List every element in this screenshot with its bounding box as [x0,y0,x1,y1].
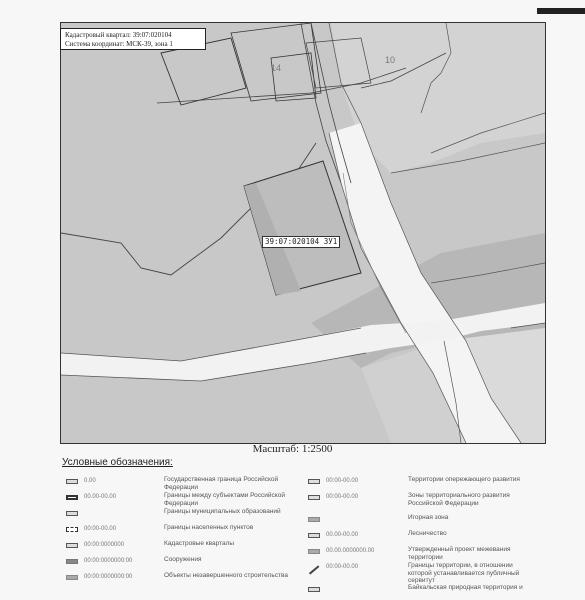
legend-symbol [66,559,78,564]
legend-symbol [308,495,320,500]
legend-symbol [66,575,78,580]
legend-symbol [308,517,320,522]
legend-item: Границы муниципальных образований [60,508,302,524]
legend-symbol [308,533,320,538]
legend [60,476,544,600]
map-scale: Масштаб: 1:2500 [252,443,333,455]
legend-symbol [66,495,78,500]
parcel-number-14: 14 [271,63,282,73]
legend-column-left [60,476,302,594]
legend-symbol [66,511,78,516]
legend-symbol [308,587,320,592]
legend-title: Условные обозначения: [62,457,173,468]
legend-item: 00:00-00.00 Зоны территориального развития Российской Федерации [302,492,544,514]
legend-item: Байкальская природная территория и [302,584,544,600]
legend-item: 00:00:0000000:00 Объекты незавершенного строительства [60,572,302,594]
coordinate-system-text: Система координат: МСК-39, зона 1 [65,40,173,48]
map-info-box [60,28,206,50]
legend-item: 00:00-00.00 Границы населенных пунктов [60,524,302,540]
scan-edge-mark [537,8,585,14]
legend-item: 00:00:0000000:00 Сооружения [60,556,302,572]
legend-item: 00:00:0000000 Кадастровые кварталы [60,540,302,556]
legend-symbol [66,543,78,548]
legend-symbol [308,565,318,573]
legend-symbol [308,479,320,484]
cadastral-map [60,22,546,444]
map-drawing [61,23,545,443]
legend-item: 00:00-00.00 Границы территории, в отношении которой устанавливается публичный сервитут [302,562,544,584]
legend-item: 00.00-00.00 Лесничество [302,530,544,546]
legend-item: 0.00 Государственная граница Российской Федерации [60,476,302,492]
legend-column-right [302,476,544,600]
legend-symbol [66,479,78,484]
legend-item: Игорная зона [302,514,544,530]
cadastral-quarter-text: Кадастровый квартал: 39:07:020104 [65,31,172,39]
legend-item: 00.00-00.00 Границы между субъектами Российской Федерации [60,492,302,508]
parcel-label: 39:07:020104 ЗУ1 [262,236,340,248]
legend-item: 00:00-00.00 Территории опережающего развития [302,476,544,492]
legend-item: 00.00.0000000.00 Утвержденный проект межевания территории [302,546,544,562]
legend-symbol [308,549,320,554]
parcel-number-10: 10 [385,55,396,65]
legend-symbol [66,527,78,532]
